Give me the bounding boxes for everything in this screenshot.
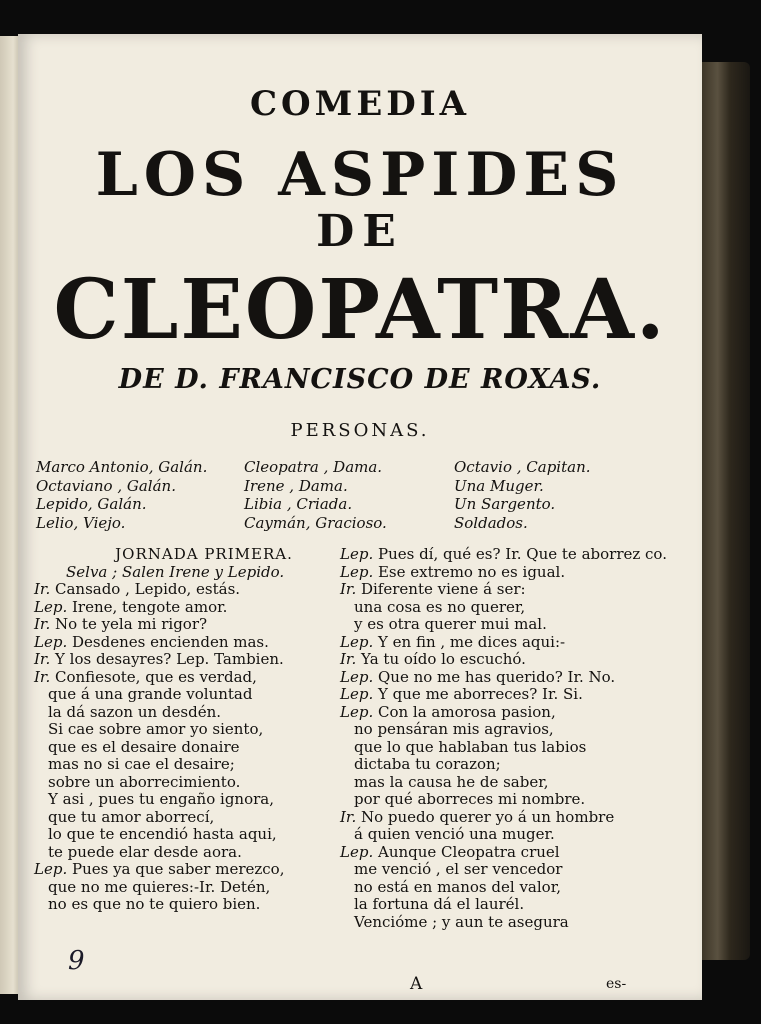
verse-line: [340, 616, 680, 634]
line-text: sobre un aborrecimiento.: [48, 772, 241, 791]
cast-entry: Libia , Criada.: [244, 495, 353, 513]
verse-line: [340, 861, 680, 879]
verse-line: [34, 879, 334, 897]
line-text: Y asi , pues tu engaño ignora,: [48, 790, 274, 808]
line-text: que á una grande voluntad: [48, 685, 253, 703]
verse-line: [34, 809, 334, 827]
act-heading: [34, 546, 334, 564]
verse-line: [34, 721, 334, 739]
verse-line: [340, 581, 680, 599]
cast-entry: Cleopatra , Dama.: [244, 458, 383, 476]
line-text: la dá sazon un desdén.: [48, 702, 221, 721]
verse-line: [34, 651, 334, 669]
title-de: DE: [316, 206, 404, 257]
speaker-label: Lep.: [340, 842, 374, 861]
speaker-label: Lep.: [340, 667, 374, 686]
line-text: por qué aborreces mi nombre.: [354, 790, 586, 808]
speaker-label: Lep.: [340, 685, 374, 703]
verse-line: [34, 774, 334, 792]
verse-line: [340, 791, 680, 809]
line-text: que tu amor aborrecí,: [48, 807, 215, 826]
title-comedia: COMEDIA: [250, 84, 470, 124]
book-page-edges: [700, 62, 750, 960]
line-text: Confiesote, que es verdad,: [50, 667, 257, 686]
speaker-label: Ir.: [34, 615, 51, 633]
line-text: Pues dí, qué es? Ir. Que te aborrez co.: [373, 545, 667, 563]
verse-line: [340, 914, 680, 932]
line-text: no pensáran mis agravios,: [354, 720, 554, 738]
line-text: No te yela mi rigor?: [50, 615, 208, 633]
speaker-label: Lep.: [340, 562, 374, 581]
verse-line: [340, 651, 680, 669]
speaker-label: Lep.: [34, 860, 68, 878]
speaker-label: Ir.: [340, 580, 357, 598]
verse-line: [34, 616, 334, 634]
handwritten-folio-number: 9: [68, 946, 85, 976]
verse-line: [340, 564, 680, 582]
verse-line: [340, 721, 680, 739]
verse-line: [340, 704, 680, 722]
speaker-label: Ir.: [340, 650, 357, 668]
line-text: que es el desaire donaire: [48, 737, 240, 756]
text-column-left: [34, 546, 334, 914]
line-text: una cosa es no querer,: [354, 597, 526, 616]
author-line: DE D. FRANCISCO DE ROXAS.: [118, 364, 602, 395]
line-text: que no me quieres:-Ir. Detén,: [48, 877, 271, 896]
speaker-label: Ir.: [340, 807, 357, 826]
line-text: Si cae sobre amor yo siento,: [48, 720, 264, 738]
speaker-label: Lep.: [340, 632, 374, 651]
verse-line: [340, 809, 680, 827]
line-text: Diferente viene á ser:: [356, 580, 526, 598]
speaker-label: Lep.: [34, 597, 68, 616]
line-text: Pues ya que saber merezco,: [67, 860, 285, 878]
line-text: Vencióme ; y aun te asegura: [354, 912, 569, 931]
line-text: Ese extremo no es igual.: [373, 562, 566, 581]
verse-line: [34, 704, 334, 722]
speaker-label: Ir.: [34, 650, 51, 668]
line-text: Ya tu oído lo escuchó.: [356, 650, 526, 668]
cast-entry: Octavio , Capitan.: [454, 458, 591, 476]
verse-line: [340, 844, 680, 862]
signature-mark: A: [410, 974, 423, 994]
line-text: JORNADA PRIMERA.: [115, 545, 293, 563]
line-text: Desdenes encienden mas.: [67, 632, 269, 651]
title-main: LOS ASPIDES: [95, 140, 625, 210]
line-text: Con la amorosa pasion,: [373, 702, 556, 721]
verse-line: [34, 791, 334, 809]
cast-entry: Soldados.: [454, 513, 528, 532]
line-text: Y que me aborreces? Ir. Si.: [373, 685, 583, 703]
verse-line: [340, 634, 680, 652]
book-page: [18, 34, 702, 1000]
line-text: Cansado , Lepido, estás.: [50, 580, 241, 598]
verse-line: [340, 686, 680, 704]
speaker-label: Lep.: [340, 702, 374, 721]
cast-entry: Caymán, Gracioso.: [244, 513, 387, 532]
verse-line: [34, 599, 334, 617]
speaker-label: Lep.: [340, 545, 374, 563]
cast-entry: Un Sargento.: [454, 495, 556, 513]
cast-entry: Octaviano , Galán.: [36, 476, 176, 495]
cast-entry: Una Muger.: [454, 476, 544, 495]
title-cleopatra: CLEOPATRA.: [53, 262, 667, 358]
line-text: á quien venció una muger.: [354, 825, 555, 843]
stage-direction: [34, 564, 334, 582]
verse-line: [34, 826, 334, 844]
line-text: me venció , el ser vencedor: [354, 860, 563, 878]
verse-line: [34, 756, 334, 774]
cast-column-1: [36, 458, 207, 532]
speaker-label: Lep.: [34, 632, 68, 651]
line-text: te puede elar desde aora.: [48, 842, 242, 861]
cast-entry: Irene , Dama.: [244, 476, 348, 495]
cast-entry: Lepido, Galán.: [36, 495, 147, 513]
verse-line: [340, 669, 680, 687]
line-text: Y en fin , me dices aqui:-: [373, 632, 566, 651]
line-text: No puedo querer yo á un hombre: [356, 807, 615, 826]
verse-line: [34, 844, 334, 862]
verse-line: [340, 826, 680, 844]
speaker-label: Ir.: [34, 580, 51, 598]
verse-line: [34, 686, 334, 704]
line-text: mas no si cae el desaire;: [48, 755, 235, 773]
line-text: que lo que hablaban tus labios: [354, 737, 587, 756]
personas-heading: PERSONAS.: [290, 420, 430, 441]
cast-entry: Lelio, Viejo.: [36, 513, 126, 532]
verse-line: [34, 581, 334, 599]
line-text: Que no me has querido? Ir. No.: [373, 667, 616, 686]
line-text: Y los desayres? Lep. Tambien.: [50, 650, 284, 668]
verse-line: [34, 896, 334, 914]
line-text: Selva ; Salen Irene y Lepido.: [66, 562, 285, 581]
text-column-right: [340, 546, 680, 931]
verse-line: [34, 861, 334, 879]
speaker-label: Ir.: [34, 667, 51, 686]
catchword: es-: [606, 976, 627, 992]
line-text: no es que no te quiero bien.: [48, 895, 261, 913]
verse-line: [340, 546, 680, 564]
line-text: Irene, tengote amor.: [67, 597, 228, 616]
verse-line: [34, 739, 334, 757]
verse-line: [340, 756, 680, 774]
cast-column-2: [244, 458, 387, 532]
cast-column-3: [454, 458, 591, 532]
line-text: la fortuna dá el laurél.: [354, 895, 525, 913]
line-text: no está en manos del valor,: [354, 877, 561, 896]
line-text: mas la causa he de saber,: [354, 772, 549, 791]
line-text: lo que te encendió hasta aqui,: [48, 825, 277, 843]
verse-line: [340, 739, 680, 757]
verse-line: [340, 879, 680, 897]
line-text: dictaba tu corazon;: [354, 755, 501, 773]
verse-line: [34, 669, 334, 687]
line-text: Aunque Cleopatra cruel: [373, 842, 560, 861]
cast-entry: Marco Antonio, Galán.: [36, 458, 208, 476]
verse-line: [340, 896, 680, 914]
verse-line: [34, 634, 334, 652]
verse-line: [340, 774, 680, 792]
verse-line: [340, 599, 680, 617]
line-text: y es otra querer mui mal.: [354, 615, 547, 633]
